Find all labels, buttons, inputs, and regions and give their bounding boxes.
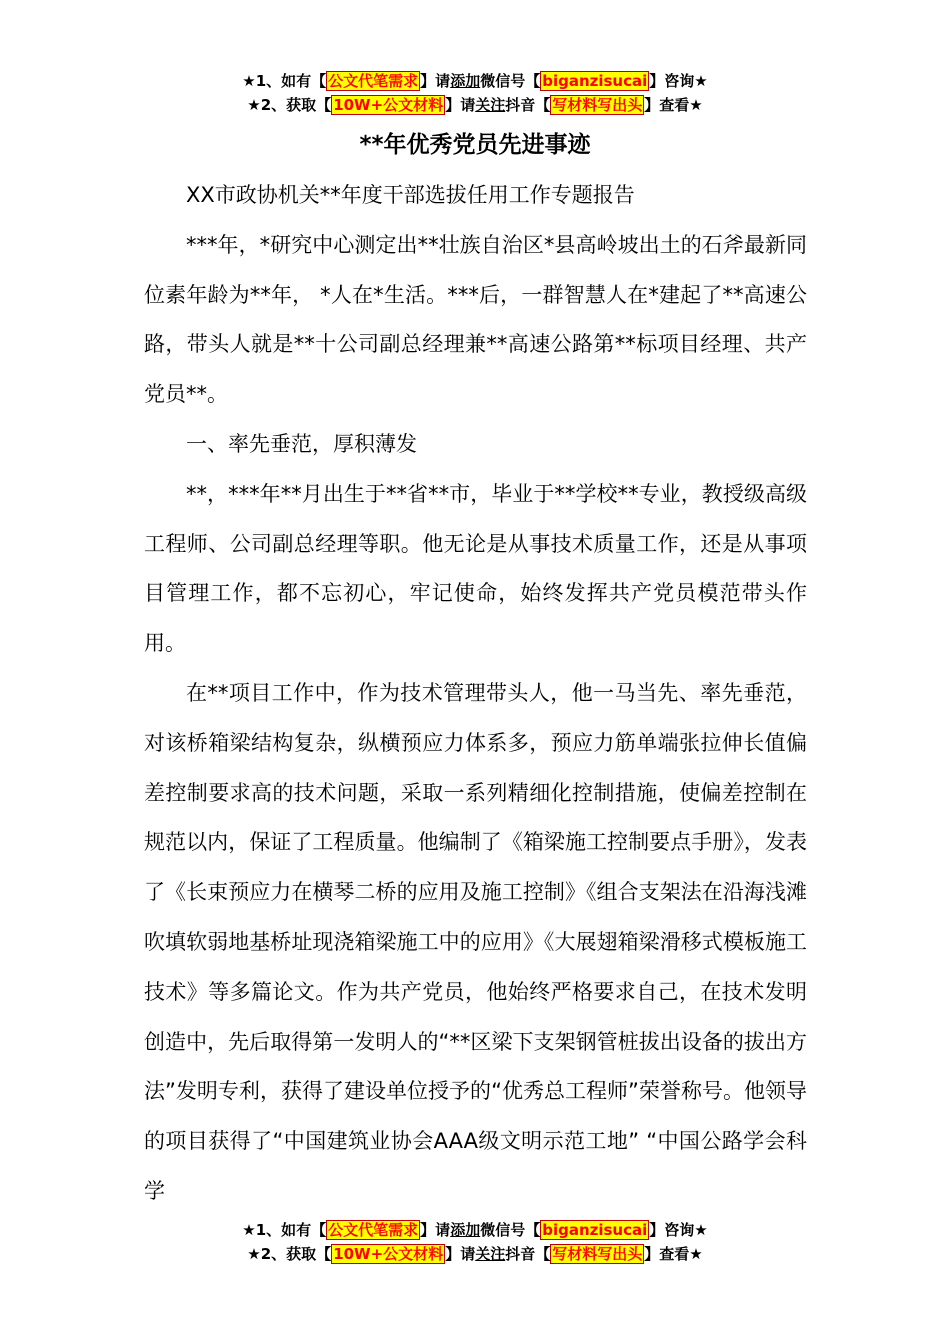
highlight-wechat-id: biganzisucai bbox=[542, 72, 648, 90]
highlight-materials: 10W+公文材料 bbox=[333, 1245, 444, 1263]
highlight-wechat-id: biganzisucai bbox=[542, 1221, 648, 1239]
highlight-service: 公文代笔需求 bbox=[328, 1221, 419, 1239]
section-heading: 一、率先垂范，厚积薄发 bbox=[186, 431, 417, 456]
document-body bbox=[144, 171, 807, 1217]
highlight-materials: 10W+公文材料 bbox=[333, 96, 444, 114]
paragraph: ***年，*研究中心测定出**壮族自治区*县高岭坡出土的石斧最新同位素年龄为**年， *人在*生活。***后，一群智慧人在*建起了**高速公路，带头人就是**十公司副总经理兼**高速公路第**标项目经理、共产党员**。 bbox=[144, 232, 807, 407]
footer-banner bbox=[0, 1218, 950, 1266]
header-banner bbox=[0, 69, 950, 117]
highlight-service: 公文代笔需求 bbox=[328, 72, 419, 90]
banner-line-1: ★1、如有【 公文代笔需求 】请添加微信号【 biganzisucai 】咨询★ bbox=[242, 72, 708, 90]
banner-line-2: ★2、获取【 10W+公文材料 】请关注抖音【 写材料写出头 】查看★ bbox=[247, 96, 703, 114]
paragraph: **，***年**月出生于**省**市，毕业于**学校**专业，教授级高级工程师、公司副总经理等职。他无论是从事技术质量工作，还是从事项目管理工作，都不忘初心，牢记使命，始终发挥共产党员模范带头作用。 bbox=[144, 481, 807, 656]
banner-line-1: ★1、如有【 公文代笔需求 】请添加微信号【 biganzisucai 】咨询★ bbox=[242, 1221, 708, 1239]
highlight-douyin: 写材料写出头 bbox=[552, 1245, 643, 1263]
paragraph: XX市政协机关**年度干部选拔任用工作专题报告 bbox=[186, 183, 635, 207]
document-title: **年优秀党员先进事迹 bbox=[359, 132, 591, 158]
banner-line-2: ★2、获取【 10W+公文材料 】请关注抖音【 写材料写出头 】查看★ bbox=[247, 1245, 703, 1263]
paragraph: 在**项目工作中，作为技术管理带头人，他一马当先、率先垂范，对该桥箱梁结构复杂，纵横预应力体系多，预应力筋单端张拉伸长值偏差控制要求高的技术问题，采取一系列精细化控制措施，使偏差控制在规范以内，保证了工程质量。他编制了《箱梁施工控制要点手册》，发表了《长束预应力在横琴二桥的应用及施工控制》《组合支架法在沿海浅滩吹填软弱地基桥址现浇箱梁施工中的应用》《大展翅箱梁滑移式模板施工技术》等多篇论文。作为共产党员，他始终严格要求自己，在技术发明创造中，先后取得第一发明人的“**区梁下支架钢管桩拔出设备的拔出方法”发明专利，获得了建设单位授予的“优秀总工程师”荣誉称号。他领导的项目获得了“中国建筑业协会AAA级文明示范工地” “中国公路学会科学 bbox=[144, 680, 807, 1203]
highlight-douyin: 写材料写出头 bbox=[552, 96, 643, 114]
